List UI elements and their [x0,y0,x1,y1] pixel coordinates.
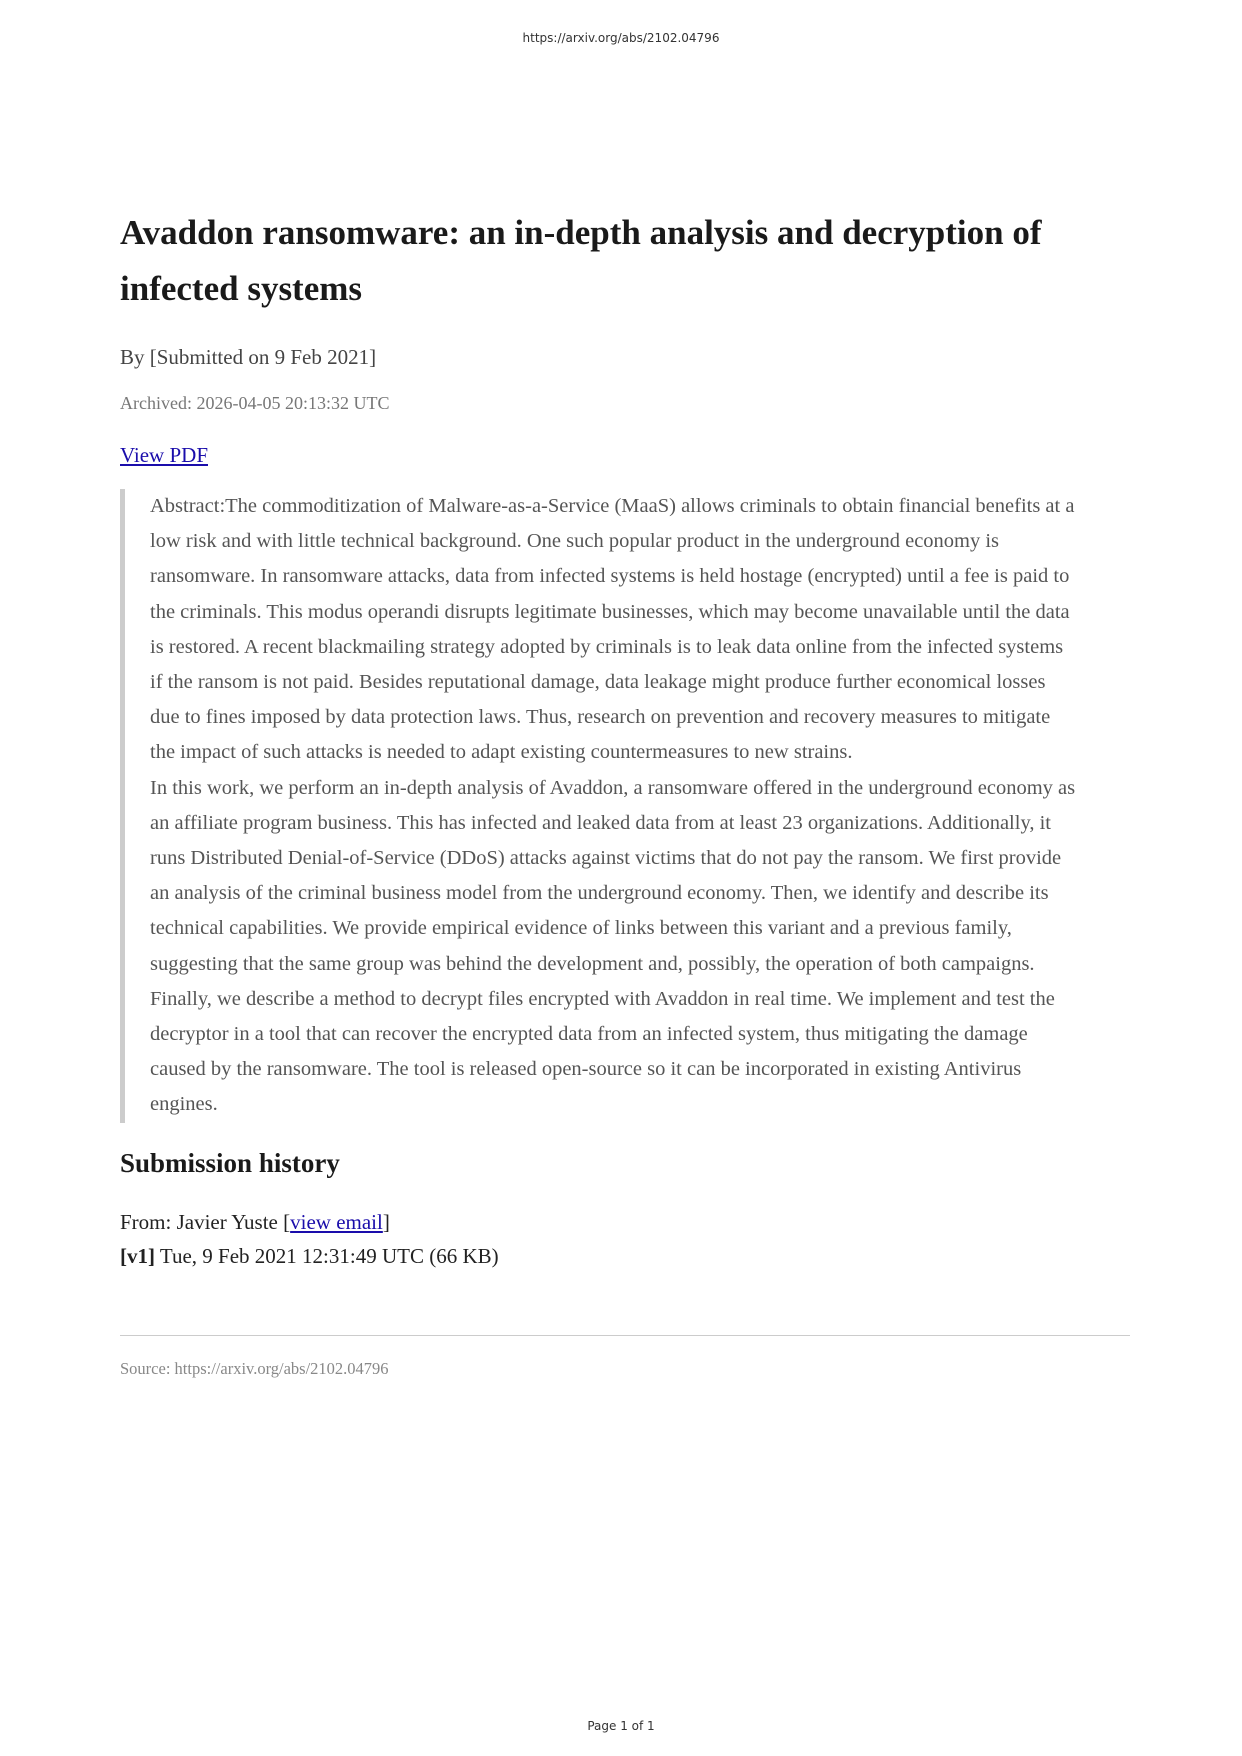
submission-history [120,1205,1130,1273]
submitter-suffix: ] [382,1209,390,1234]
submitter-prefix: From: Javier Yuste [ [120,1209,291,1234]
abstract-paragraph: In this work, we perform an in-depth analysis of Avaddon, a ransomware offered in the underground economy as an affiliate program business. This has infected and leaked data from at least 23 organizations. Additionally, it runs Distributed Denial-of-Service (DDoS) attacks against victims that do not pay the ransom. We first provide an analysis of the criminal business model from the underground economy. Then, we identify and describe its technical capabilities. We provide empirical evidence of links between this variant and a previous family, suggesting that the same group was behind the development and, possibly, the operation of both campaigns. [150,776,1076,975]
archived-timestamp: Archived: 2026-04-05 20:13:32 UTC [120,393,390,413]
submission-history-heading: Submission history [120,1147,340,1178]
view-pdf-link[interactable]: View PDF [120,443,208,467]
version-detail: Tue, 9 Feb 2021 12:31:49 UTC (66 KB) [155,1243,499,1268]
version-label: [v1] [120,1243,155,1268]
version-line [120,1239,1130,1273]
document-content [120,210,1130,1380]
view-email-link[interactable]: view email [290,1209,383,1234]
source-line: Source: https://arxiv.org/abs/2102.04796 [120,1358,389,1378]
abstract-paragraph: Abstract:The commoditization of Malware-as-a-Service (MaaS) allows criminals to obtain financial benefits at a low risk and with little technical background. One such popular product in the underground economy is ransomware. In ransomware attacks, data from infected systems is held hostage (encrypted) until a fee is paid to the criminals. This modus operandi disrupts legitimate businesses, which may become unavailable until the data is restored. A recent blackmailing strategy adopted by criminals is to leak data online from the infected systems if the ransom is not paid. Besides reputational damage, data leakage might produce further economical losses due to fines imposed by data protection laws. Thus, research on prevention and recovery measures to mitigate the impact of such attacks is needed to adapt existing countermeasures to new strains. [150,495,1075,764]
byline: By [Submitted on 9 Feb 2021] [120,345,377,369]
page-number: Page 1 of 1 [587,1719,655,1733]
paper-title: Avaddon ransomware: an in-depth analysis and decryption of infected systems [120,213,1042,308]
abstract-block [120,489,1130,1123]
footer-divider [120,1335,1130,1336]
abstract-paragraph: Finally, we describe a method to decrypt files encrypted with Avaddon in real time. We implement and test the decryptor in a tool that can recover the encrypted data from an infected system, thus mitigating the damage caused by the ransomware. The tool is released open-source so it can be incorporated in existing Antivirus engines. [150,987,1055,1116]
submitter-line [120,1205,1130,1239]
header-url: https://arxiv.org/abs/2102.04796 [522,31,720,45]
